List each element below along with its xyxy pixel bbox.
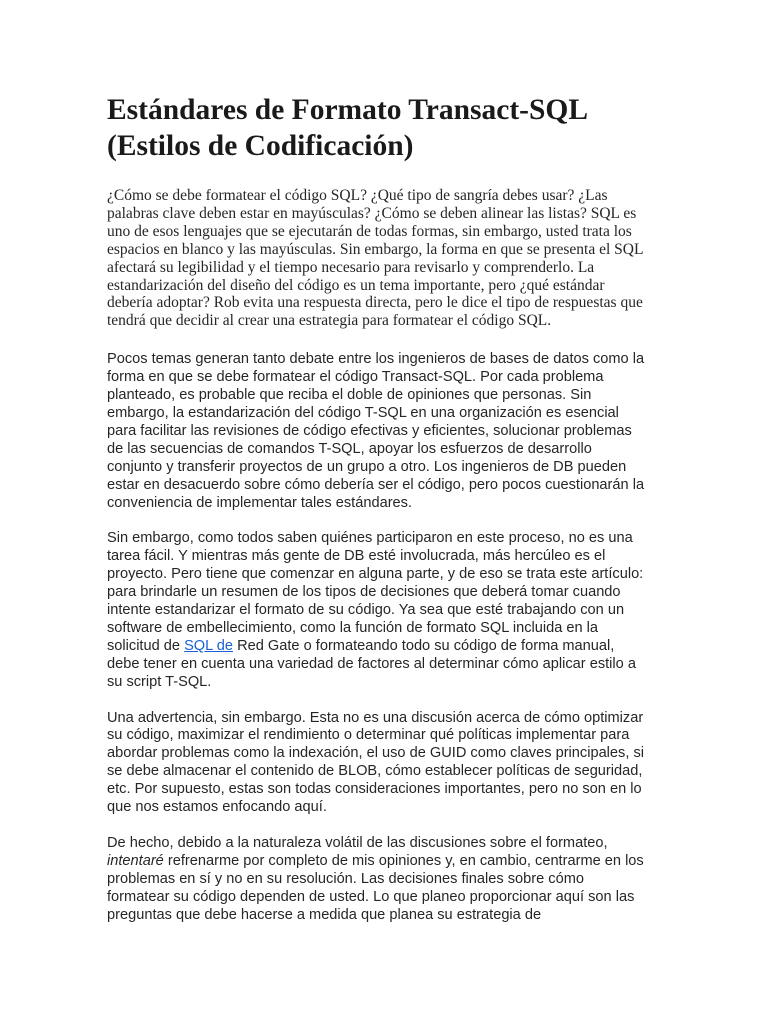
body-paragraph-4 bbox=[107, 835, 647, 925]
page-title bbox=[107, 92, 647, 164]
emphasis-text: intentaré bbox=[107, 852, 164, 869]
body-paragraph-1: Pocos temas generan tanto debate entre los ingenieros de bases de datos como la forma en que se debe formatear el código Transact-SQL. Por cada problema planteado, es probable que reciba el doble de opiniones que personas. Sin embargo, la estandarización del código T-SQL en una organización es esencial para facilitar las revisiones de código efectivas y eficientes, solucionar problemas de las secuencias de comandos T-SQL, apoyar los esfuerzos de desarrollo conjunto y transferir proyectos de un grupo a otro. Los ingenieros de DB pueden estar en desacuerdo sobre cómo debería ser el código, pero pocos cuestionarán la conveniencia de implementar tales estándares. bbox=[107, 351, 645, 511]
paragraph-text: De hecho, debido a la naturaleza volátil de las discusiones sobre el formateo, bbox=[107, 835, 608, 851]
body-paragraph-2 bbox=[107, 530, 647, 691]
intro-paragraph: ¿Cómo se debe formatear el código SQL? ¿Qué tipo de sangría debes usar? ¿Las palabras clave deben estar en mayúsculas? ¿Cómo se deben alinear las listas? SQL es uno de esos lenguajes que se ejecutarán de todas formas, sin embargo, usted trata los espacios en blanco y las mayúsculas. Sin embargo, la forma en que se presenta el SQL afectará su legibilidad y el tiempo necesario para revisarlo y comprenderlo. La estandarización del diseño del código es un tema importante, pero ¿qué estándar debería adoptar? Rob evita una respuesta directa, pero le dice el tipo de respuestas que tendrá que decidir al crear una estrategia para formatear el código SQL. bbox=[107, 187, 643, 330]
title-line-1: Estándares de Formato Transact-SQL bbox=[107, 94, 589, 126]
paragraph-text: Sin embargo, como todos saben quiénes participaron en este proceso, no es una tarea fácil. Y mientras más gente de DB esté involucrada, más hercúleo es el proyecto. Pero tiene que comenzar en alguna parte, y de eso se trata este artículo: para brindarle un resumen de los tipos de decisiones que deberá tomar cuando intente estandarizar el formato de su código. Ya sea que esté trabajando con un software de embellecimiento, como la función de formato SQL incluida en la solicitud de bbox=[107, 530, 644, 654]
sql-prompt-link[interactable]: SQL de bbox=[184, 637, 234, 654]
title-line-2: (Estilos de Codificación) bbox=[107, 130, 414, 162]
body-paragraph-3: Una advertencia, sin embargo. Esta no es una discusión acerca de cómo optimizar su código, maximizar el rendimiento o determinar qué políticas implementar para abordar problemas como la indexación, el uso de GUID como claves principales, si se debe almacenar el contenido de BLOB, cómo establecer políticas de seguridad, etc. Por supuesto, estas son todas consideraciones importantes, pero no son en lo que nos estamos enfocando aquí. bbox=[107, 709, 644, 816]
paragraph-text: Red Gate o formateando todo su código de forma manual, debe tener en cuenta una variedad de factores al determinar cómo aplicar estilo a su script T-SQL. bbox=[107, 637, 636, 690]
document-page bbox=[107, 92, 647, 943]
paragraph-text: refrenarme por completo de mis opiniones y, en cambio, centrarme en los problemas en sí y no en su resolución. Las decisiones finales sobre cómo formatear su código dependen de usted. Lo que planeo proporcionar aquí son las preguntas que debe hacerse a medida que planea su estrategia de bbox=[107, 852, 644, 923]
